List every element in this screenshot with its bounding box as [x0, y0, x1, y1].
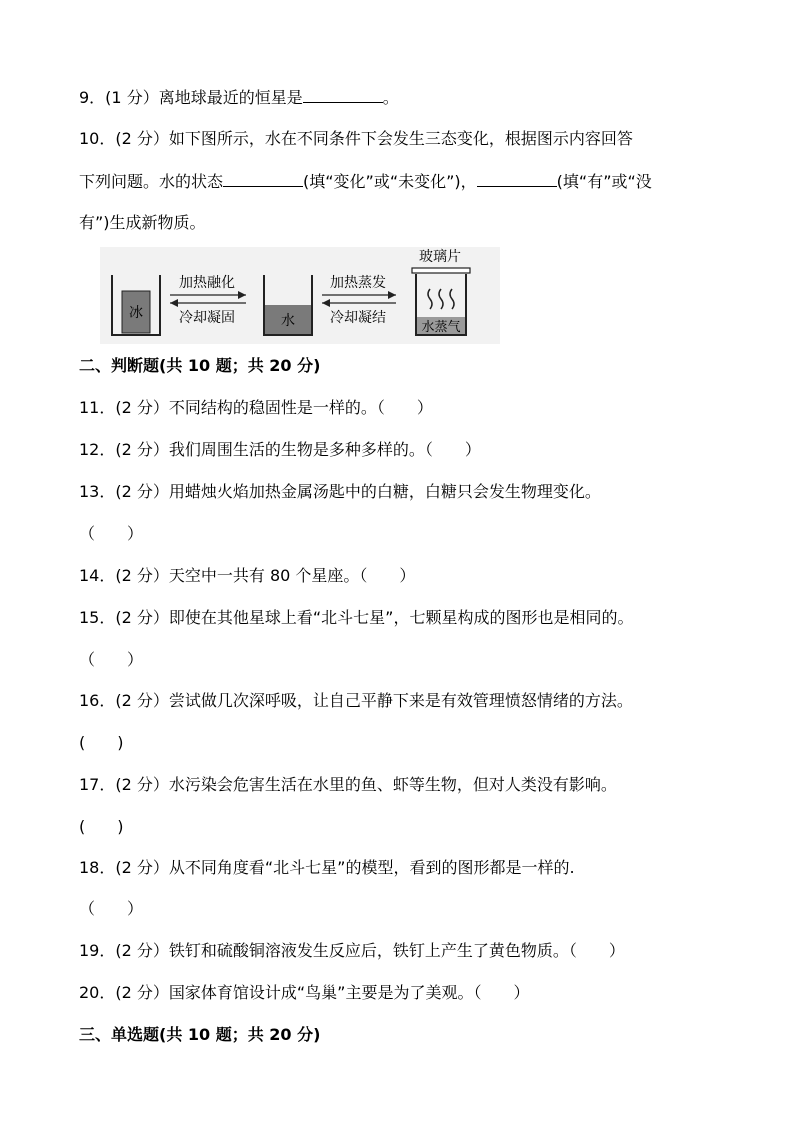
question-9 [79, 86, 399, 109]
section-2-heading: 二、判断题(共 10 题；共 20 分) [79, 356, 321, 375]
glass-plate-label: 玻璃片 [419, 249, 461, 265]
question-9-suffix: 。 [382, 88, 399, 107]
question-9-text: 9．(1 分）离地球最近的恒星是 [79, 88, 303, 107]
question-10-line-2 [79, 170, 652, 193]
question-11: 11．(2 分）不同结构的稳固性是一样的。（ ） [79, 398, 433, 417]
water-label: 水 [281, 313, 295, 329]
answer-paren-15[interactable]: （ ） [79, 650, 144, 669]
question-13: 13．(2 分）用蜡烛火焰加热金属汤匙中的白糖，白糖只会发生物理变化。 [79, 482, 601, 501]
question-16: 16．(2 分）尝试做几次深呼吸，让自己平静下来是有效管理愤怒情绪的方法。 [79, 691, 633, 710]
answer-paren-16[interactable]: ( ) [79, 733, 124, 752]
answer-blank-10a[interactable] [223, 170, 303, 187]
question-10-part-c: (填“有”或“没 [556, 172, 652, 191]
answer-paren-17[interactable]: ( ) [79, 817, 124, 836]
question-14: 14．(2 分）天空中一共有 80 个星座。（ ） [79, 566, 416, 585]
question-10-line-1: 10．(2 分）如下图所示，水在不同条件下会发生三态变化，根据图示内容回答 [79, 129, 633, 148]
cool-solidify-label: 冷却凝固 [179, 310, 235, 326]
answer-blank-9[interactable] [303, 86, 383, 103]
section-3-heading: 三、单选题(共 10 题；共 20 分) [79, 1025, 321, 1044]
question-18: 18．(2 分）从不同角度看“北斗七星”的模型，看到的图形都是一样的. [79, 858, 575, 877]
ice-label: 冰 [129, 305, 143, 321]
heat-melt-label: 加热融化 [179, 275, 235, 291]
water-states-figure [100, 247, 500, 344]
cool-condense-label: 冷却凝结 [330, 310, 386, 326]
answer-paren-13[interactable]: （ ） [79, 524, 144, 543]
question-10-line-3: 有”)生成新物质。 [79, 213, 206, 232]
question-20: 20．(2 分）国家体育馆设计成“鸟巢”主要是为了美观。（ ） [79, 983, 530, 1002]
heat-evaporate-label: 加热蒸发 [330, 275, 386, 291]
glass-plate [412, 268, 470, 273]
vapor-label: 水蒸气 [421, 320, 461, 335]
question-15: 15．(2 分）即使在其他星球上看“北斗七星”，七颗星构成的图形也是相同的。 [79, 608, 634, 627]
question-17: 17．(2 分）水污染会危害生活在水里的鱼、虾等生物，但对人类没有影响。 [79, 775, 617, 794]
answer-paren-18[interactable]: （ ） [79, 899, 144, 918]
question-12: 12．(2 分）我们周围生活的生物是多种多样的。（ ） [79, 440, 481, 459]
question-10-part-b: (填“变化”或“未变化”)， [303, 172, 477, 191]
answer-blank-10b[interactable] [477, 170, 557, 187]
question-10-part-a: 下列问题。水的状态 [79, 172, 224, 191]
question-19: 19．(2 分）铁钉和硫酸铜溶液发生反应后，铁钉上产生了黄色物质。（ ） [79, 941, 625, 960]
